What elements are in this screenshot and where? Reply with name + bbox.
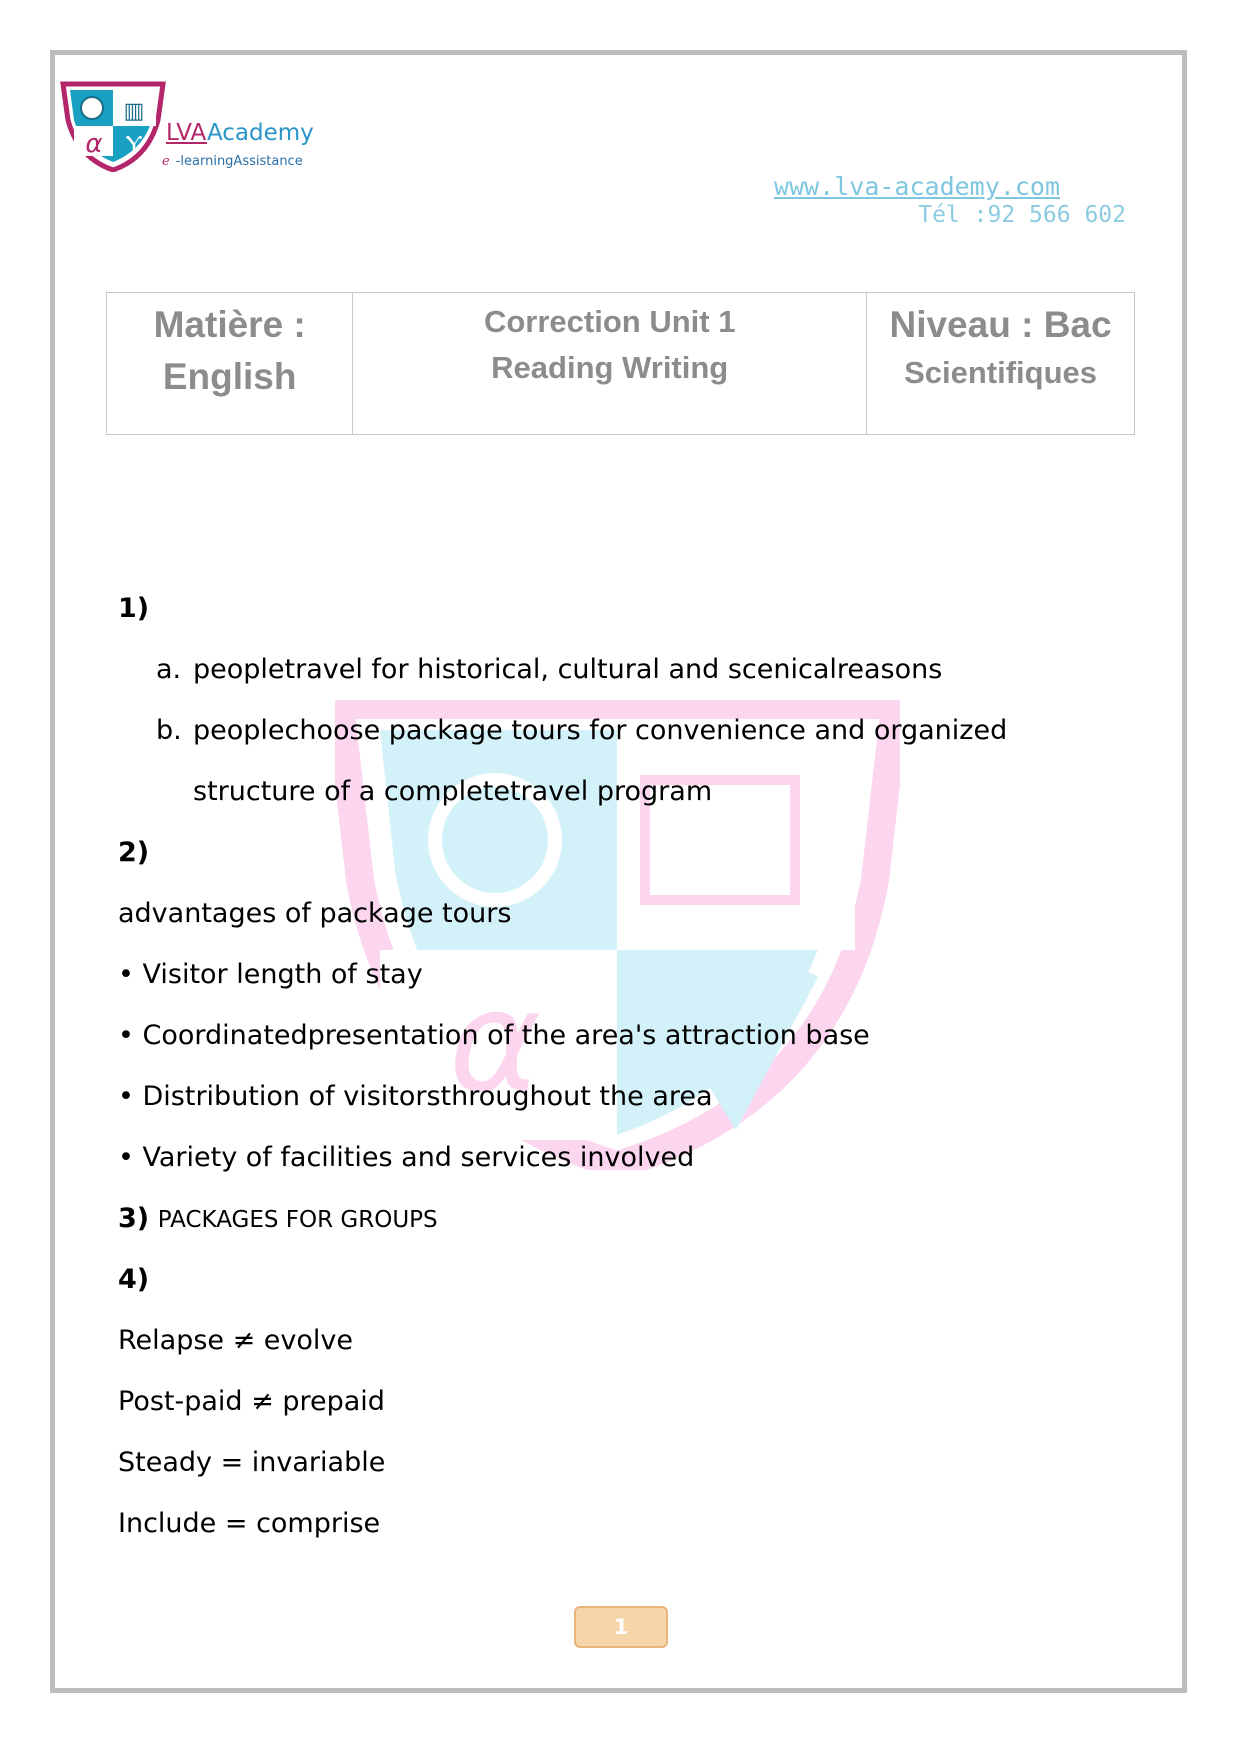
question-2-heading: advantages of package tours	[118, 898, 512, 929]
question-4-number: 4)	[118, 1264, 150, 1295]
level-value: Scientifiques	[904, 355, 1097, 390]
list-item: Steady = invariable	[118, 1447, 386, 1478]
header-table	[106, 292, 1135, 435]
document-body	[118, 585, 1140, 1561]
svg-text:α: α	[448, 961, 542, 1124]
headset-icon	[81, 97, 103, 119]
shield-logo-icon	[58, 80, 168, 172]
list-item: • Coordinatedpresentation of the area's attraction base	[118, 1020, 870, 1051]
answer-1b: b. peoplechoose package tours for convenience and organized	[156, 715, 1008, 746]
page-number: 1	[574, 1606, 668, 1648]
list-item: • Visitor length of stay	[118, 959, 423, 990]
level-label: Niveau : Bac	[889, 304, 1112, 345]
list-item: Post-paid ≠ prepaid	[118, 1386, 385, 1417]
phone-number: Tél :92 566 602	[918, 202, 1126, 228]
list-item: • Variety of facilities and services involved	[118, 1142, 695, 1173]
list-item: Relapse ≠ evolve	[118, 1325, 354, 1356]
question-1-number: 1)	[118, 593, 150, 624]
subject-value: English	[162, 356, 297, 397]
question-2-number: 2)	[118, 837, 150, 868]
question-3: 3) PACKAGES FOR GROUPS	[118, 1203, 438, 1234]
brand-name: LVAAcademy	[166, 120, 314, 146]
answer-1b-continued: structure of a completetravel program	[193, 776, 713, 807]
graduate-icon: Ⲩ	[125, 130, 143, 158]
subject-label: Matière :	[153, 304, 306, 345]
brand-tagline: e -learningAssistance	[162, 154, 303, 169]
title-line-1: Correction Unit 1	[483, 304, 736, 339]
list-item: Include = comprise	[118, 1508, 381, 1539]
level-cell	[867, 293, 1135, 435]
alpha-icon: α	[85, 129, 103, 159]
answer-1a: a. peopletravel for historical, cultural and scenicalreasons	[156, 654, 943, 685]
book-icon: ▥	[123, 99, 145, 124]
title-cell	[353, 293, 867, 435]
list-item: • Distribution of visitorsthroughout the area	[118, 1081, 713, 1112]
title-line-2: Reading Writing	[491, 350, 729, 385]
subject-cell	[107, 293, 353, 435]
website-link[interactable]: www.lva-academy.com	[774, 172, 1060, 201]
